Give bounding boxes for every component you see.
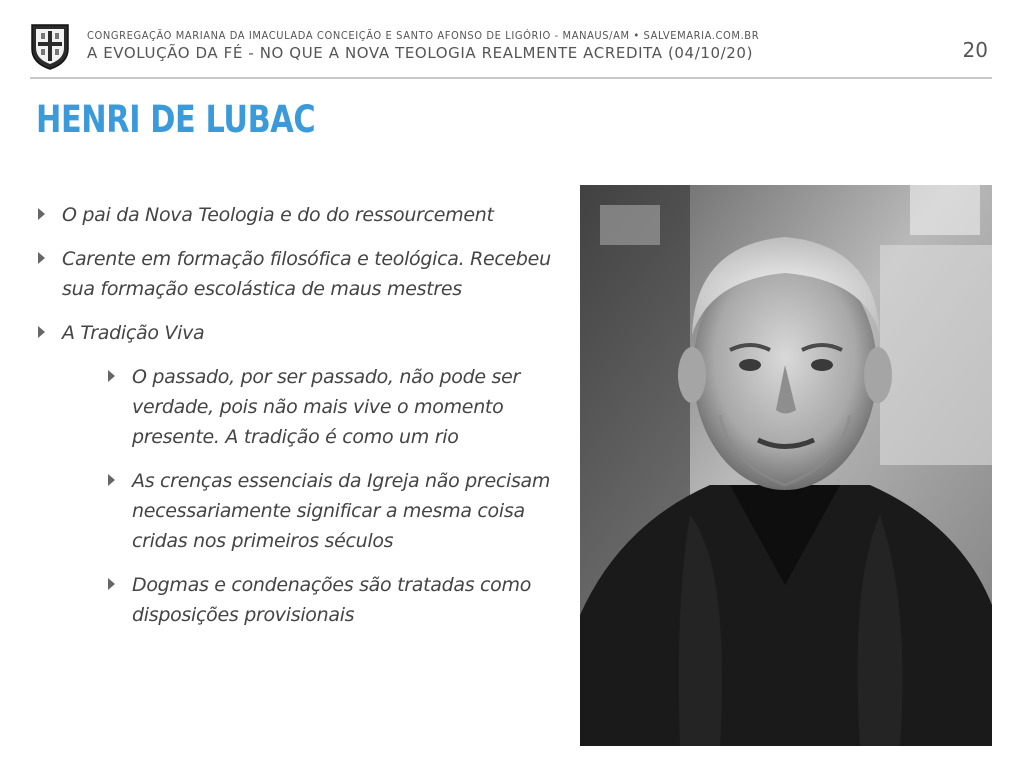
bullet-text: As crenças essenciais da Igreja não precisam necessariamente significar a mesma coisa cridas nos primeiros séculos bbox=[132, 470, 551, 552]
slide-title: HENRI DE LUBAC bbox=[36, 98, 316, 141]
triangle-bullet-icon bbox=[38, 208, 45, 220]
triangle-bullet-icon bbox=[108, 370, 115, 382]
bullet-text: O pai da Nova Teologia e do do ressourcement bbox=[62, 204, 494, 226]
bullet-text: Carente em formação filosófica e teológica. Recebeu sua formação escolástica de maus mestres bbox=[62, 248, 551, 300]
portrait-photo bbox=[580, 185, 992, 746]
organization-line: CONGREGAÇÃO MARIANA DA IMACULADA CONCEIÇÃO E SANTO AFONSO DE LIGÓRIO - MANAUS/AM • SALVEMARIA.COM.BR bbox=[87, 29, 760, 42]
sub-bullet-item bbox=[106, 570, 576, 630]
triangle-bullet-icon bbox=[38, 326, 45, 338]
page-number: 20 bbox=[962, 38, 988, 62]
header-divider bbox=[30, 77, 992, 79]
bullet-item bbox=[36, 318, 576, 348]
sub-bullet-item bbox=[106, 362, 576, 452]
sub-bullet-item bbox=[106, 466, 576, 556]
bullet-text: O passado, por ser passado, não pode ser verdade, pois não mais vive o momento presente. A tradição é como um rio bbox=[132, 366, 521, 448]
triangle-bullet-icon bbox=[108, 578, 115, 590]
triangle-bullet-icon bbox=[38, 252, 45, 264]
coat-of-arms-logo-icon bbox=[30, 21, 70, 71]
bullet-item bbox=[36, 200, 576, 230]
bullet-item bbox=[36, 244, 576, 304]
presentation-subtitle: A EVOLUÇÃO DA FÉ - NO QUE A NOVA TEOLOGIA REALMENTE ACREDITA (04/10/20) bbox=[87, 44, 754, 62]
slide-header bbox=[0, 0, 1024, 80]
bullet-text: Dogmas e condenações são tratadas como disposições provisionais bbox=[132, 574, 532, 626]
bullet-text: A Tradição Viva bbox=[62, 322, 205, 344]
bullet-list bbox=[36, 200, 576, 644]
triangle-bullet-icon bbox=[108, 474, 115, 486]
